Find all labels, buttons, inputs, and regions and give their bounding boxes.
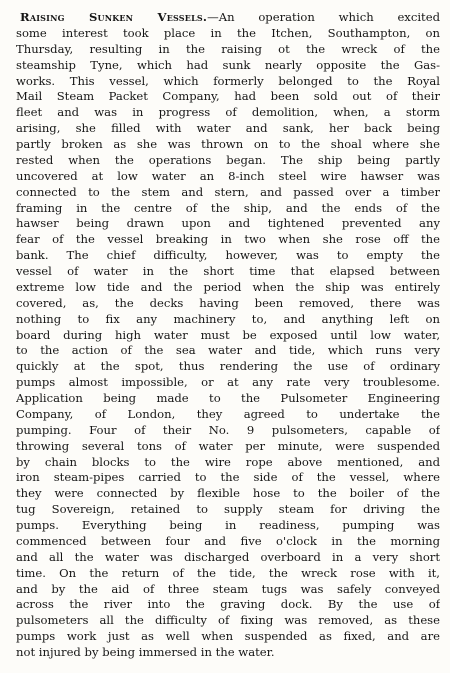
- article-line-36: time. On the return of the tide, the wreck rose with it,: [16, 565, 440, 580]
- article-line-5: works. This vessel, which formerly belonged to the Royal: [16, 73, 440, 88]
- article-line-24: pumps almost impossible, or at any rate very troublesome.: [16, 375, 440, 390]
- article-line-38: across the river into the graving dock. By the use of: [16, 597, 440, 612]
- article-line-20: nothing to fix any machinery to, and anything left on: [16, 311, 440, 326]
- article-line-33: pumps. Everything being in readiness, pumping was: [16, 518, 440, 532]
- article-line-22: to the action of the sea water and tide, which runs very: [16, 343, 440, 358]
- article-line-40: pumps work just as well when suspended as fixed, and are: [16, 629, 440, 644]
- article-line-6: Mail Steam Packet Company, had been sold out of their: [16, 89, 440, 104]
- article-line-9: partly broken as she was thrown on to the shoal where she: [16, 137, 440, 151]
- article-line-3: Thursday, resulting in the raising ot the wreck of the: [16, 41, 440, 56]
- article-line-26: Company, of London, they agreed to undertake the: [16, 406, 440, 421]
- article-line-8: arising, she filled with water and sank, her back being: [16, 121, 440, 136]
- article-line-1-text: —An operation which excited: [207, 10, 440, 24]
- article-line-37: and by the aid of three steam tugs was safely conveyed: [16, 581, 440, 596]
- article-line-18: extreme low tide and the period when the ship was entirely: [16, 279, 440, 294]
- article-line-19: covered, as, the decks having been removed, there was: [16, 295, 440, 310]
- article-line-4: steamship Tyne, which had sunk nearly opposite the Gas-: [16, 57, 440, 72]
- article-line-10: rested when the operations began. The ship being partly: [16, 152, 440, 167]
- article-line-15: fear of the vessel breaking in two when she rose off the: [16, 232, 440, 247]
- article-line-31: they were connected by flexible hose to the boiler of the: [16, 486, 440, 501]
- article-line-29: by chain blocks to the wire rope above mentioned, and: [16, 454, 440, 469]
- article-headline: Raising Sunken Vessels.: [20, 10, 208, 24]
- article-line-1: [16, 10, 440, 26]
- article-line-11: uncovered at low water an 8-inch steel wire hawser was: [16, 168, 440, 183]
- article-line-17: vessel of water in the short time that elapsed between: [16, 264, 440, 278]
- article-line-39: pulsometers all the difficulty of fixing was removed, as these: [16, 613, 440, 628]
- article-line-32: tug Sovereign, retained to supply steam for driving the: [16, 502, 440, 517]
- article-line-35: and all the water was discharged overboard in a very short: [16, 549, 440, 564]
- article-line-28: throwing several tons of water per minute, were suspended: [16, 438, 440, 453]
- article-line-2: some interest took place in the Itchen, Southampton, on: [16, 25, 440, 40]
- article-line-41: not injured by being immersed in the water.: [16, 645, 275, 659]
- article-line-30: iron steam-pipes carried to the side of the vessel, where: [16, 470, 440, 485]
- article-line-7: fleet and was in progress of demolition, when, a storm: [16, 105, 440, 120]
- article-line-23: quickly at the spot, thus rendering the use of ordinary: [16, 359, 440, 374]
- article-line-13: framing in the centre of the ship, and the ends of the: [16, 200, 440, 215]
- article-line-27: pumping. Four of their No. 9 pulsometers, capable of: [16, 422, 440, 437]
- article-line-14: hawser being drawn upon and tightened prevented any: [16, 216, 440, 231]
- article-line-21: board during high water must be exposed until low water,: [16, 327, 440, 342]
- article-line-34: commenced between four and five o'clock in the morning: [16, 533, 440, 548]
- article-line-25: Application being made to the Pulsometer Engineering: [16, 391, 440, 405]
- article-line-16: bank. The chief difficulty, however, was to empty the: [16, 248, 440, 263]
- article-line-12: connected to the stem and stern, and passed over a timber: [16, 184, 440, 199]
